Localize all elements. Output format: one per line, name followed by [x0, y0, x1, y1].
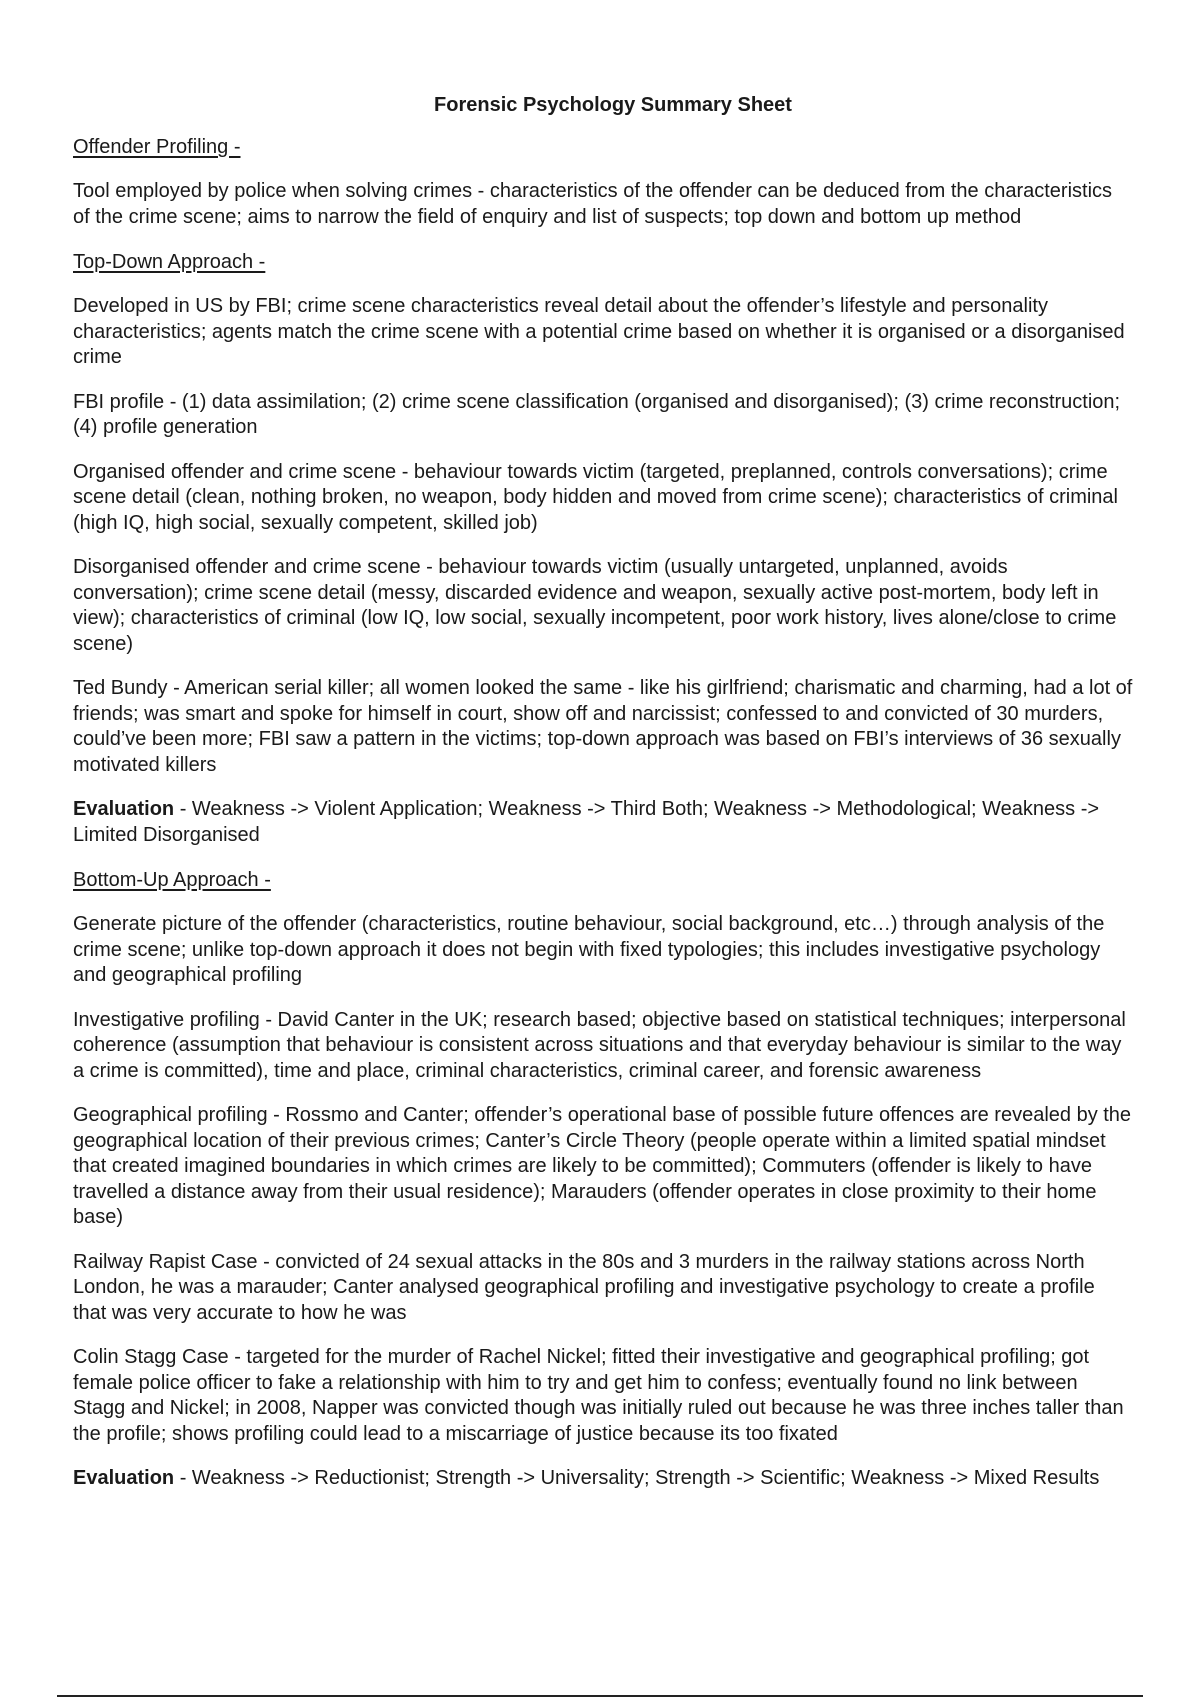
page-bottom-divider	[57, 1695, 1143, 1697]
section-heading-top-down: Top-Down Approach -	[73, 251, 266, 273]
section-heading-bottom-up: Bottom-Up Approach -	[73, 869, 271, 891]
paragraph-fbi-profile: FBI profile - (1) data assimilation; (2) crime scene classification (organised and disorganised); (3) crime reconstruction; (4) profile generation	[73, 390, 1121, 438]
paragraph-bottom-up-overview: Generate picture of the offender (characteristics, routine behaviour, social background, etc…) through analysis of the crime scene; unlike top-down approach it does not begin with fixed typologies; this includes investigative psychology and geographical profiling	[73, 913, 1105, 986]
paragraph-top-down-overview: Developed in US by FBI; crime scene characteristics reveal detail about the offender’s lifestyle and personality characteristics; agents match the crime scene with a potential crime based on whether it is organised or a disorganised crime	[73, 295, 1125, 368]
paragraph-top-down-evaluation	[73, 797, 1133, 848]
paragraph-colin-stagg-case: Colin Stagg Case - targeted for the murder of Rachel Nickel; fitted their investigative and geographical profiling; got female police officer to fake a relationship with him to try and get him to confess; eventually found no link between Stagg and Nickel; in 2008, Napper was convicted though was initially ruled out because he was three inches taller than the profile; shows profiling could lead to a miscarriage of justice because its too fixated	[73, 1346, 1124, 1445]
document-page	[73, 92, 1133, 1511]
paragraph-investigative-profiling: Investigative profiling - David Canter in the UK; research based; objective based on statistical techniques; interpersonal coherence (assumption that behaviour is consistent across situations and that everyday behaviour is similar to the way a crime is committed), time and place, criminal characteristics, criminal career, and forensic awareness	[73, 1008, 1126, 1082]
paragraph-disorganised-offender: Disorganised offender and crime scene - behaviour towards victim (usually untargeted, unplanned, avoids conversation); crime scene detail (messy, discarded evidence and weapon, sexually active post-mortem, body left in view); characteristics of criminal (low IQ, low social, sexually incompetent, poor work history, lives alone/close to crime scene)	[73, 556, 1117, 655]
document-title: Forensic Psychology Summary Sheet	[434, 94, 792, 116]
paragraph-offender-profiling-definition: Tool employed by police when solving crimes - characteristics of the offender can be deduced from the characteristics of the crime scene; aims to narrow the field of enquiry and list of suspects; top down and bottom up method	[73, 180, 1113, 228]
paragraph-organised-offender: Organised offender and crime scene - behaviour towards victim (targeted, preplanned, controls conversations); crime scene detail (clean, nothing broken, no weapon, body hidden and moved from crime scene); characteristics of criminal (high IQ, high social, sexually competent, skilled job)	[73, 460, 1118, 534]
section-heading-offender-profiling: Offender Profiling -	[73, 136, 241, 158]
paragraph-bottom-up-evaluation	[73, 1466, 1133, 1492]
evaluation-text: - Weakness -> Violent Application; Weakness -> Third Both; Weakness -> Methodological; Weakness -> Limited Disorganised	[73, 798, 1100, 846]
evaluation-label: Evaluation	[73, 798, 175, 820]
paragraph-geographical-profiling: Geographical profiling - Rossmo and Canter; offender’s operational base of possible future offences are revealed by the geographical location of their previous crimes; Canter’s Circle Theory (people operate within a limited spatial mindset that created imagined boundaries in which crimes are likely to be committed); Commuters (offender is likely to have travelled a distance away from their usual residence); Marauders (offender operates in close proximity to their home base)	[73, 1104, 1132, 1228]
paragraph-railway-rapist-case: Railway Rapist Case - convicted of 24 sexual attacks in the 80s and 3 murders in the railway stations across North London, he was a marauder; Canter analysed geographical profiling and investigative psychology to create a profile that was very accurate to how he was	[73, 1250, 1095, 1324]
evaluation-text: - Weakness -> Reductionist; Strength -> Universality; Strength -> Scientific; Weakness -> Mixed Results	[174, 1467, 1100, 1489]
paragraph-ted-bundy: Ted Bundy - American serial killer; all women looked the same - like his girlfriend; charismatic and charming, had a lot of friends; was smart and spoke for himself in court, show off and narcissist; confessed to and convicted of 30 murders, could’ve been more; FBI saw a pattern in the victims; top-down approach was based on FBI’s interviews of 36 sexually motivated killers	[73, 677, 1133, 776]
evaluation-label: Evaluation	[73, 1467, 175, 1489]
